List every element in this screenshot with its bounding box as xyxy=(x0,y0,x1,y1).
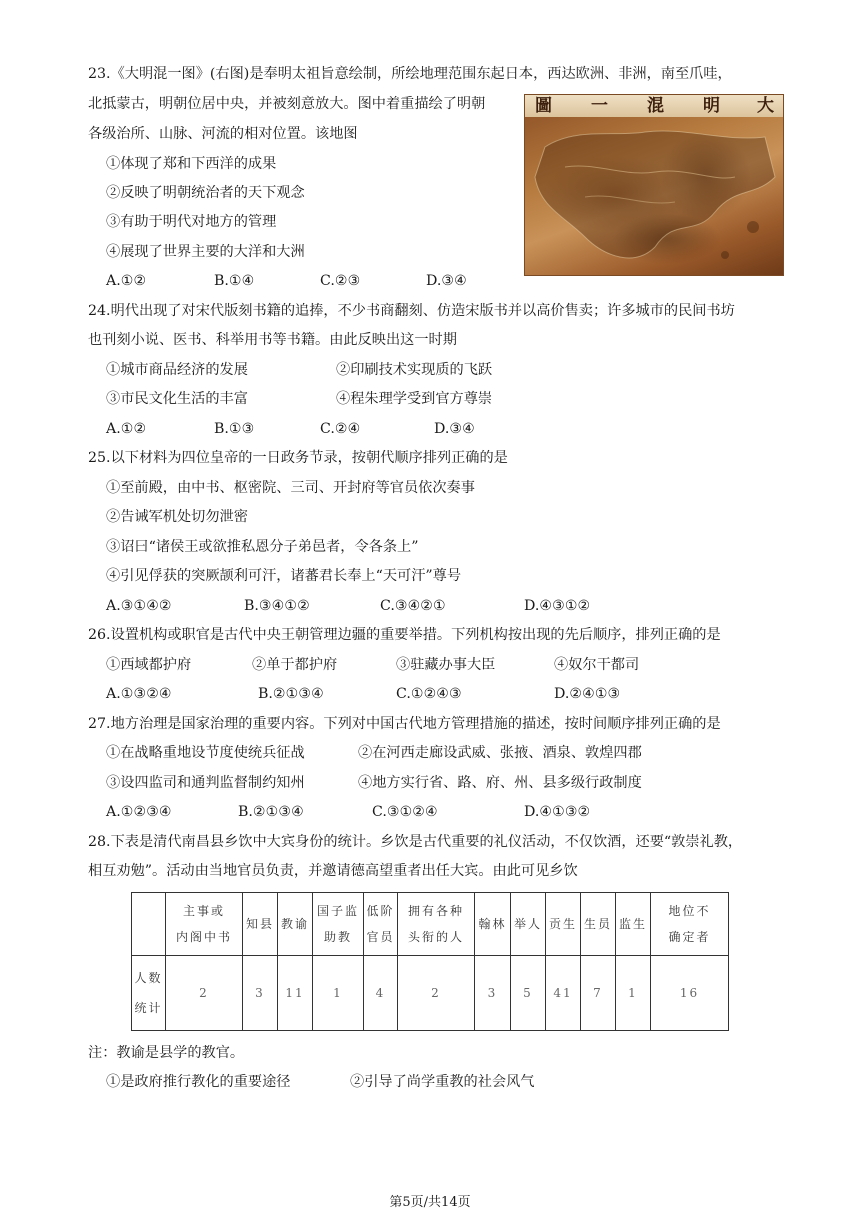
q28-item-2: ②引导了尚学重教的社会风气 xyxy=(350,1074,535,1090)
q28-item-1: ①是政府推行教化的重要途径 xyxy=(106,1074,291,1090)
q26-option-a: A.①③②④ xyxy=(106,686,172,702)
map-landmass-drawing xyxy=(525,117,783,275)
table-cell: 1 xyxy=(616,956,651,1031)
table-header-row xyxy=(132,893,729,956)
q26-option-d: D.②④①③ xyxy=(554,686,621,702)
map-title-char-4: 明 xyxy=(703,96,720,116)
table-row-label: 人数 统计 xyxy=(132,956,166,1031)
q27-item-1: ①在战略重地设节度使统兵征战 xyxy=(106,745,305,761)
q23-item-4: ④展现了世界主要的大洋和大洲 xyxy=(106,244,305,260)
q23-stem-line1: 23.《大明混一图》(右图)是奉明太祖旨意绘制，所绘地理范围东起日本，西达欧洲、非洲，南至爪哇， xyxy=(88,66,732,82)
q28-stem-line2: 相互劝勉”。活动由当地官员负责，并邀请德高望重者出任大宾。由此可见乡饮 xyxy=(88,863,578,879)
q25-item-3: ③诏曰“诸侯王或欲推私恩分子弟邑者，令各条上” xyxy=(106,539,419,555)
table-header-cell: 拥有各种 头衔的人 xyxy=(398,893,475,956)
q26-option-c: C.①②④③ xyxy=(396,686,462,702)
q24-item-3: ③市民文化生活的丰富 xyxy=(106,391,248,407)
q24-item-2: ②印刷技术实现质的飞跃 xyxy=(336,362,493,378)
q27-option-b: B.②①③④ xyxy=(238,804,304,820)
q27-item-4: ④地方实行省、路、府、州、县多级行政制度 xyxy=(358,775,642,791)
q23-item-2: ②反映了明朝统治者的天下观念 xyxy=(106,185,305,201)
table-cell: 2 xyxy=(398,956,475,1031)
q27-item-2: ②在河西走廊设武威、张掖、酒泉、敦煌四郡 xyxy=(358,745,642,761)
table-cell: 1 xyxy=(313,956,364,1031)
q24-option-b: B.①③ xyxy=(214,421,255,437)
q26-item-3: ③驻藏办事大臣 xyxy=(396,657,496,673)
table-cell: 16 xyxy=(651,956,729,1031)
table-header-cell: 国子监 助教 xyxy=(313,893,364,956)
table-header-cell: 举人 xyxy=(511,893,546,956)
q27-option-c: C.③①②④ xyxy=(372,804,438,820)
table-header-cell: 贡生 xyxy=(546,893,581,956)
map-title-char-3: 混 xyxy=(647,96,664,116)
q24-option-a: A.①② xyxy=(106,421,147,437)
q24-option-d: D.③④ xyxy=(434,421,475,437)
table-header-cell: 生员 xyxy=(581,893,616,956)
q25-item-1: ①至前殿，由中书、枢密院、三司、开封府等官员依次奏事 xyxy=(106,480,475,496)
q23-option-a: A.①② xyxy=(106,273,147,289)
q26-item-2: ②单于都护府 xyxy=(252,657,338,673)
q26-option-b: B.②①③④ xyxy=(258,686,324,702)
q26-stem: 26.设置机构或职官是古代中央王朝管理边疆的重要举措。下列机构按出现的先后顺序，排列正确的是 xyxy=(88,627,721,643)
q23-item-3: ③有助于明代对地方的管理 xyxy=(106,214,277,230)
map-title-bar xyxy=(525,95,783,117)
q24-stem-line2: 也刊刻小说、医书、科举用书等书籍。由此反映出这一时期 xyxy=(88,332,457,348)
q23-option-d: D.③④ xyxy=(426,273,467,289)
table-header-cell: 主事或 内阁中书 xyxy=(166,893,243,956)
q27-stem: 27.地方治理是国家治理的重要内容。下列对中国古代地方管理措施的描述，按时间顺序排列正确的是 xyxy=(88,716,721,732)
table-row xyxy=(132,956,729,1031)
table-header-cell: 知县 xyxy=(243,893,278,956)
q25-item-2: ②告诫军机处切勿泄密 xyxy=(106,509,248,525)
q25-option-c: C.③④②① xyxy=(380,598,446,614)
q27-option-a: A.①②③④ xyxy=(106,804,172,820)
map-title-char-5: 大 xyxy=(757,96,774,116)
q24-item-4: ④程朱理学受到官方尊崇 xyxy=(336,391,493,407)
map-title-char-1: 圖 xyxy=(535,96,552,116)
q25-option-a: A.③①④② xyxy=(106,598,172,614)
q28-stem-line1: 28.下表是清代南昌县乡饮中大宾身份的统计。乡饮是古代重要的礼仪活动，不仅饮酒，还要“敦崇礼教， xyxy=(88,834,743,850)
table-cell: 7 xyxy=(581,956,616,1031)
table-cell: 2 xyxy=(166,956,243,1031)
q26-item-4: ④奴尔干都司 xyxy=(554,657,640,673)
table-cell: 3 xyxy=(475,956,511,1031)
table-cell: 3 xyxy=(243,956,278,1031)
table-corner-cell xyxy=(132,893,166,956)
q25-option-d: D.④③①② xyxy=(524,598,591,614)
table-cell: 11 xyxy=(278,956,313,1031)
q25-option-b: B.③④①② xyxy=(244,598,310,614)
table-header-cell: 监生 xyxy=(616,893,651,956)
da-ming-hun-yi-tu-map-image xyxy=(524,94,784,276)
q23-item-1: ①体现了郑和下西洋的成果 xyxy=(106,156,277,172)
page-number-footer: 第5页/共14页 xyxy=(389,1195,471,1210)
table-header-cell: 教谕 xyxy=(278,893,313,956)
q24-item-1: ①城市商品经济的发展 xyxy=(106,362,248,378)
q24-stem-line1: 24.明代出现了对宋代版刻书籍的追捧，不少书商翻刻、仿造宋版书并以高价售卖；许多城市的民间书坊 xyxy=(88,303,735,319)
q27-option-d: D.④①③② xyxy=(524,804,591,820)
table-header-cell: 地位不 确定者 xyxy=(651,893,729,956)
q24-option-c: C.②④ xyxy=(320,421,361,437)
q28-statistics-table xyxy=(131,892,729,1031)
q26-item-1: ①西域都护府 xyxy=(106,657,192,673)
map-title-char-2: 一 xyxy=(591,96,608,116)
table-header-cell: 翰林 xyxy=(475,893,511,956)
q23-option-c: C.②③ xyxy=(320,273,361,289)
q23-option-b: B.①④ xyxy=(214,273,255,289)
q25-stem: 25.以下材料为四位皇帝的一日政务节录，按朝代顺序排列正确的是 xyxy=(88,450,508,466)
table-header-cell: 低阶 官员 xyxy=(364,893,398,956)
q25-item-4: ④引见俘获的突厥颉利可汗，诸蕃君长奉上“天可汗”尊号 xyxy=(106,568,462,584)
table-cell: 5 xyxy=(511,956,546,1031)
q28-note: 注：教谕是县学的教官。 xyxy=(88,1045,245,1061)
q23-stem-line2: 北抵蒙古，明朝位居中央，并被刻意放大。图中着重描绘了明朝 xyxy=(88,96,486,112)
q27-item-3: ③设四监司和通判监督制约知州 xyxy=(106,775,305,791)
table-cell: 4 xyxy=(364,956,398,1031)
q23-stem-line3: 各级治所、山脉、河流的相对位置。该地图 xyxy=(88,126,358,142)
table-cell: 41 xyxy=(546,956,581,1031)
